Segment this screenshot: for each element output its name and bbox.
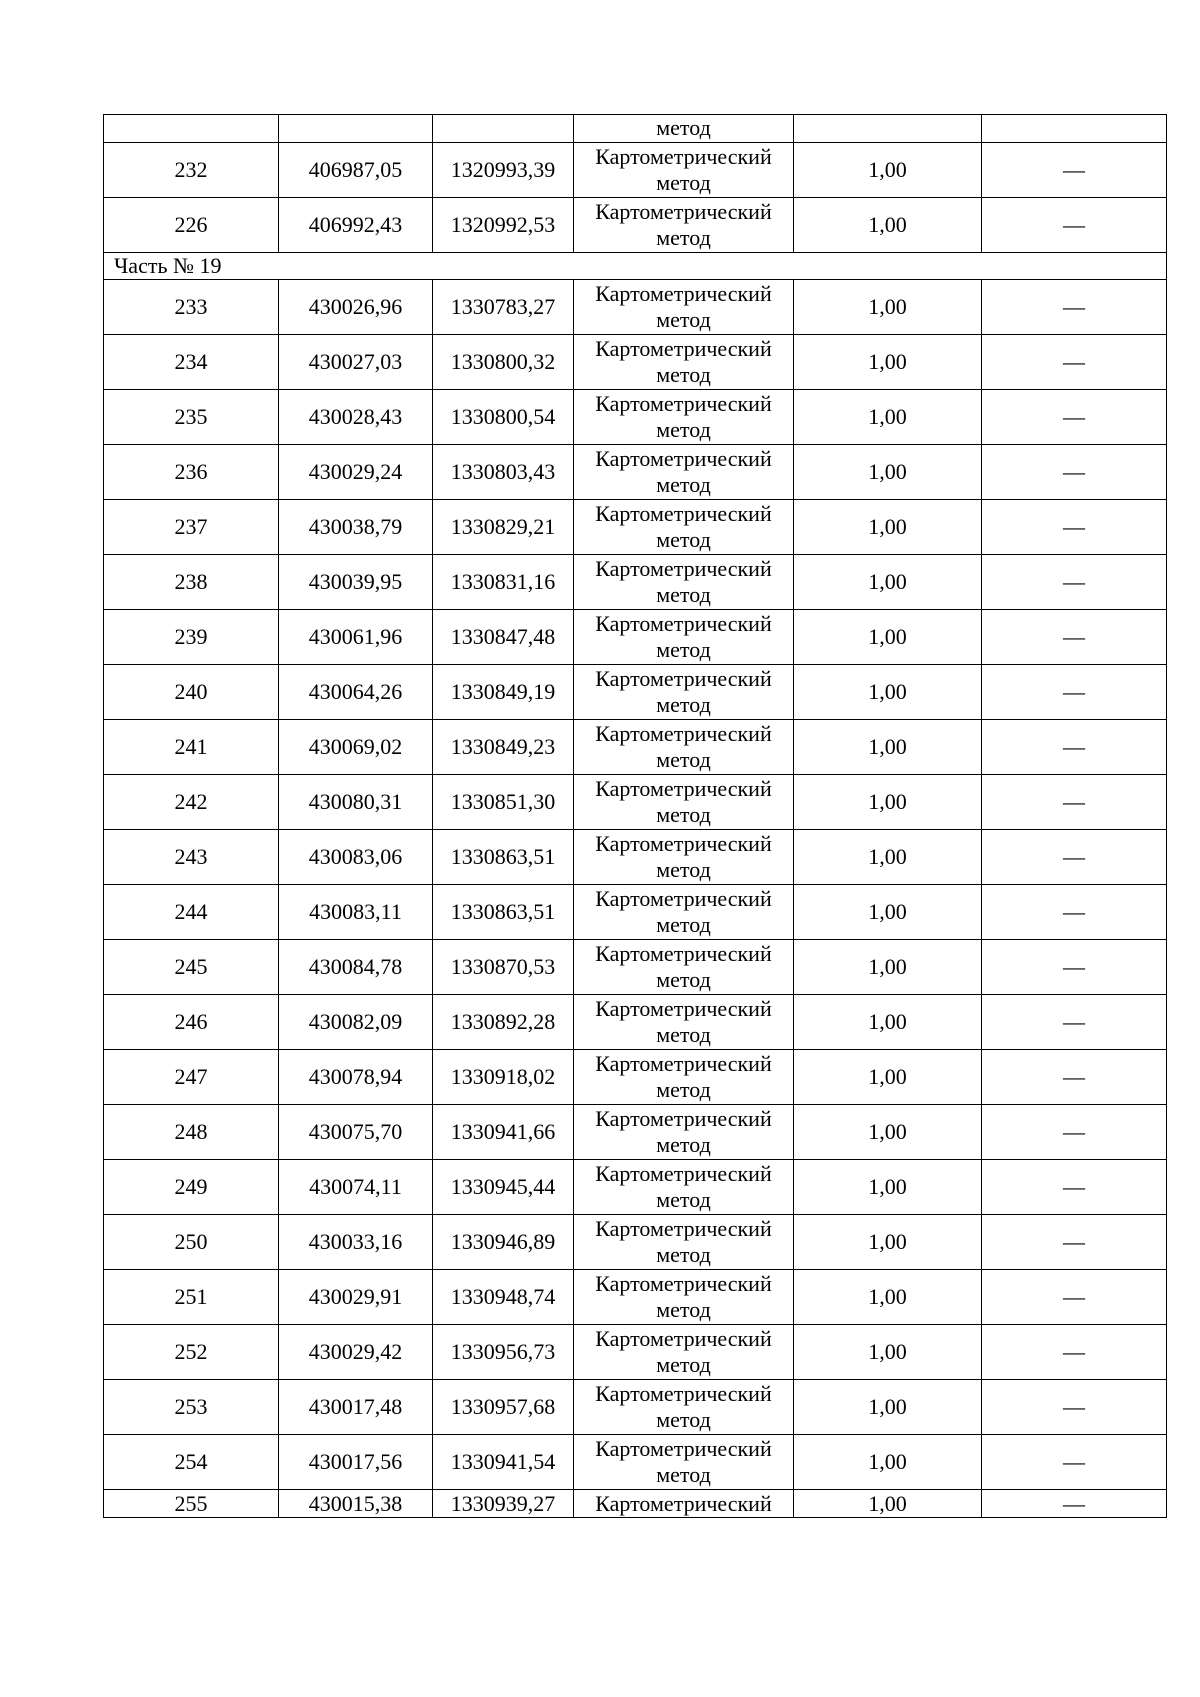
cell-description: — <box>982 1215 1167 1270</box>
table-row <box>104 1435 1167 1490</box>
method-line-1: Картометрический <box>595 886 772 911</box>
cell-x: 430084,78 <box>279 940 433 995</box>
cell-point: 238 <box>104 555 279 610</box>
table-row <box>104 198 1167 253</box>
cell-x: 430015,38 <box>279 1490 433 1518</box>
cell-method <box>574 665 794 720</box>
table-row <box>104 775 1167 830</box>
table-row <box>104 390 1167 445</box>
cell-x: 430083,06 <box>279 830 433 885</box>
cell-description: — <box>982 1435 1167 1490</box>
cell-description: — <box>982 665 1167 720</box>
method-line-2: метод <box>656 1352 711 1377</box>
method-line-2: метод <box>656 857 711 882</box>
cell-description <box>982 115 1167 143</box>
table-row-fragment-top <box>104 115 1167 143</box>
cell-method <box>574 445 794 500</box>
cell-precision: 1,00 <box>794 1270 982 1325</box>
cell-x: 430069,02 <box>279 720 433 775</box>
cell-y: 1330847,48 <box>433 610 574 665</box>
cell-method <box>574 1105 794 1160</box>
cell-precision: 1,00 <box>794 775 982 830</box>
method-line-2: метод <box>656 1462 711 1487</box>
method-line-2: метод <box>656 967 711 992</box>
cell-x: 430039,95 <box>279 555 433 610</box>
cell-x <box>279 115 433 143</box>
table-row <box>104 830 1167 885</box>
cell-precision: 1,00 <box>794 720 982 775</box>
cell-method <box>574 775 794 830</box>
method-line-1: Картометрический <box>595 336 772 361</box>
method-line-1: Картометрический <box>595 831 772 856</box>
section-label: Часть № 19 <box>104 253 1167 280</box>
cell-description: — <box>982 280 1167 335</box>
cell-point: 253 <box>104 1380 279 1435</box>
cell-point: 255 <box>104 1490 279 1518</box>
cell-x: 406992,43 <box>279 198 433 253</box>
cell-precision: 1,00 <box>794 1435 982 1490</box>
cell-y: 1330849,23 <box>433 720 574 775</box>
cell-x: 430017,48 <box>279 1380 433 1435</box>
method-line-1: Картометрический <box>595 1216 772 1241</box>
table-body <box>104 115 1167 1518</box>
cell-point: 234 <box>104 335 279 390</box>
cell-method <box>574 143 794 198</box>
cell-description: — <box>982 1050 1167 1105</box>
cell-method <box>574 1160 794 1215</box>
cell-x: 430082,09 <box>279 995 433 1050</box>
method-line-1: Картометрический <box>595 556 772 581</box>
cell-description: — <box>982 500 1167 555</box>
cell-x: 430064,26 <box>279 665 433 720</box>
section-row <box>104 253 1167 280</box>
cell-method <box>574 720 794 775</box>
method-line-1: Картометрический <box>595 721 772 746</box>
method-line-2: метод <box>656 1132 711 1157</box>
method-line-2: метод <box>656 637 711 662</box>
cell-method <box>574 198 794 253</box>
table-row <box>104 143 1167 198</box>
cell-precision <box>794 115 982 143</box>
table-row <box>104 995 1167 1050</box>
method-line-2: метод <box>656 802 711 827</box>
cell-x: 430029,91 <box>279 1270 433 1325</box>
method-line-2: метод <box>656 1077 711 1102</box>
cell-point: 254 <box>104 1435 279 1490</box>
cell-description: — <box>982 1160 1167 1215</box>
cell-method <box>574 335 794 390</box>
cell-precision: 1,00 <box>794 143 982 198</box>
method-line-2: метод <box>656 527 711 552</box>
table-row <box>104 555 1167 610</box>
cell-point: 250 <box>104 1215 279 1270</box>
method-line-1: Картометрический <box>595 199 772 224</box>
table-row <box>104 335 1167 390</box>
cell-description: — <box>982 445 1167 500</box>
cell-precision: 1,00 <box>794 280 982 335</box>
method-line-1: Картометрический <box>595 391 772 416</box>
cell-y: 1330892,28 <box>433 995 574 1050</box>
cell-method <box>574 885 794 940</box>
cell-y: 1330829,21 <box>433 500 574 555</box>
method-line-2: метод <box>656 1022 711 1047</box>
method-line-1: Картометрический <box>595 611 772 636</box>
cell-point: 244 <box>104 885 279 940</box>
cell-method <box>574 500 794 555</box>
cell-point: 237 <box>104 500 279 555</box>
cell-description: — <box>982 610 1167 665</box>
cell-method <box>574 1325 794 1380</box>
table-row <box>104 720 1167 775</box>
cell-x: 406987,05 <box>279 143 433 198</box>
method-line-2: метод <box>656 170 711 195</box>
cell-method <box>574 280 794 335</box>
cell-method <box>574 1215 794 1270</box>
table-row <box>104 1270 1167 1325</box>
cell-x: 430038,79 <box>279 500 433 555</box>
cell-x: 430029,24 <box>279 445 433 500</box>
cell-y: 1330851,30 <box>433 775 574 830</box>
cell-method <box>574 1050 794 1105</box>
cell-y: 1330956,73 <box>433 1325 574 1380</box>
cell-description: — <box>982 940 1167 995</box>
cell-y: 1330849,19 <box>433 665 574 720</box>
cell-method <box>574 995 794 1050</box>
cell-x: 430033,16 <box>279 1215 433 1270</box>
cell-precision: 1,00 <box>794 885 982 940</box>
cell-x: 430028,43 <box>279 390 433 445</box>
cell-y: 1330939,27 <box>433 1490 574 1518</box>
cell-description: — <box>982 1490 1167 1518</box>
table-row <box>104 1215 1167 1270</box>
cell-x: 430029,42 <box>279 1325 433 1380</box>
cell-point: 240 <box>104 665 279 720</box>
cell-precision: 1,00 <box>794 1215 982 1270</box>
cell-point: 232 <box>104 143 279 198</box>
cell-y: 1330957,68 <box>433 1380 574 1435</box>
cell-point: 236 <box>104 445 279 500</box>
cell-method: Картометрический <box>574 1490 794 1518</box>
cell-description: — <box>982 775 1167 830</box>
cell-description: — <box>982 885 1167 940</box>
cell-precision: 1,00 <box>794 335 982 390</box>
method-line-2: метод <box>656 1407 711 1432</box>
cell-point: 241 <box>104 720 279 775</box>
cell-precision: 1,00 <box>794 610 982 665</box>
cell-y: 1330941,54 <box>433 1435 574 1490</box>
cell-y: 1330800,54 <box>433 390 574 445</box>
table-row-fragment-bottom <box>104 1490 1167 1518</box>
table-row <box>104 1105 1167 1160</box>
method-line-1: Картометрический <box>595 1051 772 1076</box>
cell-method: метод <box>574 115 794 143</box>
cell-method <box>574 555 794 610</box>
cell-y: 1320992,53 <box>433 198 574 253</box>
cell-x: 430026,96 <box>279 280 433 335</box>
cell-y: 1320993,39 <box>433 143 574 198</box>
cell-precision: 1,00 <box>794 1160 982 1215</box>
method-line-1: Картометрический <box>595 776 772 801</box>
table-row <box>104 1160 1167 1215</box>
method-line-2: метод <box>656 362 711 387</box>
method-line-2: метод <box>656 582 711 607</box>
method-line-1: Картометрический <box>595 144 772 169</box>
method-line-2: метод <box>656 225 711 250</box>
cell-x: 430061,96 <box>279 610 433 665</box>
cell-point: 246 <box>104 995 279 1050</box>
cell-precision: 1,00 <box>794 830 982 885</box>
cell-point: 249 <box>104 1160 279 1215</box>
method-line-1: Картометрический <box>595 1436 772 1461</box>
cell-method <box>574 610 794 665</box>
cell-y: 1330945,44 <box>433 1160 574 1215</box>
cell-precision: 1,00 <box>794 555 982 610</box>
cell-point: 226 <box>104 198 279 253</box>
table-row <box>104 610 1167 665</box>
cell-point: 248 <box>104 1105 279 1160</box>
cell-x: 430027,03 <box>279 335 433 390</box>
cell-precision: 1,00 <box>794 500 982 555</box>
table-row <box>104 500 1167 555</box>
method-line-1: Картометрический <box>595 446 772 471</box>
method-line-2: метод <box>656 1297 711 1322</box>
cell-y: 1330948,74 <box>433 1270 574 1325</box>
method-line-1: Картометрический <box>595 1381 772 1406</box>
cell-description: — <box>982 1105 1167 1160</box>
cell-point: 251 <box>104 1270 279 1325</box>
table-row <box>104 665 1167 720</box>
cell-description: — <box>982 555 1167 610</box>
cell-x: 430083,11 <box>279 885 433 940</box>
cell-x: 430074,11 <box>279 1160 433 1215</box>
cell-y: 1330870,53 <box>433 940 574 995</box>
cell-precision: 1,00 <box>794 1380 982 1435</box>
cell-x: 430080,31 <box>279 775 433 830</box>
cell-x: 430078,94 <box>279 1050 433 1105</box>
method-line-1: Картометрический <box>595 1326 772 1351</box>
method-line-2: метод <box>656 1187 711 1212</box>
cell-description: — <box>982 390 1167 445</box>
cell-y: 1330946,89 <box>433 1215 574 1270</box>
method-line-1: Картометрический <box>595 941 772 966</box>
cell-precision: 1,00 <box>794 445 982 500</box>
cell-y: 1330863,51 <box>433 885 574 940</box>
cell-y: 1330783,27 <box>433 280 574 335</box>
cell-description: — <box>982 1270 1167 1325</box>
method-line-2: метод <box>656 692 711 717</box>
table-row <box>104 1325 1167 1380</box>
method-line-2: метод <box>656 307 711 332</box>
cell-method <box>574 940 794 995</box>
table-row <box>104 940 1167 995</box>
table-row <box>104 280 1167 335</box>
cell-point <box>104 115 279 143</box>
cell-description: — <box>982 143 1167 198</box>
cell-method <box>574 830 794 885</box>
method-line-1: Картометрический <box>595 996 772 1021</box>
cell-description: — <box>982 995 1167 1050</box>
cell-description: — <box>982 830 1167 885</box>
cell-precision: 1,00 <box>794 665 982 720</box>
cell-point: 235 <box>104 390 279 445</box>
cell-point: 239 <box>104 610 279 665</box>
coordinates-table <box>103 114 1167 1518</box>
method-line-2: метод <box>656 472 711 497</box>
cell-method <box>574 390 794 445</box>
method-line-2: метод <box>656 912 711 937</box>
cell-method <box>574 1435 794 1490</box>
cell-description: — <box>982 335 1167 390</box>
cell-precision: 1,00 <box>794 390 982 445</box>
cell-y: 1330800,32 <box>433 335 574 390</box>
table-row <box>104 1050 1167 1105</box>
cell-precision: 1,00 <box>794 1050 982 1105</box>
cell-y: 1330863,51 <box>433 830 574 885</box>
method-line-1: Картометрический <box>595 1271 772 1296</box>
table-row <box>104 1380 1167 1435</box>
cell-method <box>574 1270 794 1325</box>
cell-y: 1330831,16 <box>433 555 574 610</box>
cell-precision: 1,00 <box>794 198 982 253</box>
cell-description: — <box>982 720 1167 775</box>
cell-y: 1330803,43 <box>433 445 574 500</box>
cell-description: — <box>982 1380 1167 1435</box>
cell-precision: 1,00 <box>794 995 982 1050</box>
cell-point: 245 <box>104 940 279 995</box>
cell-y <box>433 115 574 143</box>
cell-x: 430075,70 <box>279 1105 433 1160</box>
method-line-1: Картометрический <box>595 1161 772 1186</box>
cell-precision: 1,00 <box>794 940 982 995</box>
method-line-2: метод <box>656 1242 711 1267</box>
method-line-1: Картометрический <box>595 281 772 306</box>
table-row <box>104 445 1167 500</box>
cell-precision: 1,00 <box>794 1325 982 1380</box>
cell-point: 243 <box>104 830 279 885</box>
cell-method <box>574 1380 794 1435</box>
cell-point: 242 <box>104 775 279 830</box>
cell-description: — <box>982 1325 1167 1380</box>
cell-point: 233 <box>104 280 279 335</box>
table-row <box>104 885 1167 940</box>
cell-y: 1330918,02 <box>433 1050 574 1105</box>
method-line-2: метод <box>656 747 711 772</box>
cell-precision: 1,00 <box>794 1490 982 1518</box>
cell-y: 1330941,66 <box>433 1105 574 1160</box>
cell-x: 430017,56 <box>279 1435 433 1490</box>
method-line-2: метод <box>656 417 711 442</box>
cell-precision: 1,00 <box>794 1105 982 1160</box>
cell-description: — <box>982 198 1167 253</box>
method-line-1: Картометрический <box>595 1106 772 1131</box>
cell-point: 247 <box>104 1050 279 1105</box>
method-line-1: Картометрический <box>595 666 772 691</box>
method-line-1: Картометрический <box>595 501 772 526</box>
cell-point: 252 <box>104 1325 279 1380</box>
